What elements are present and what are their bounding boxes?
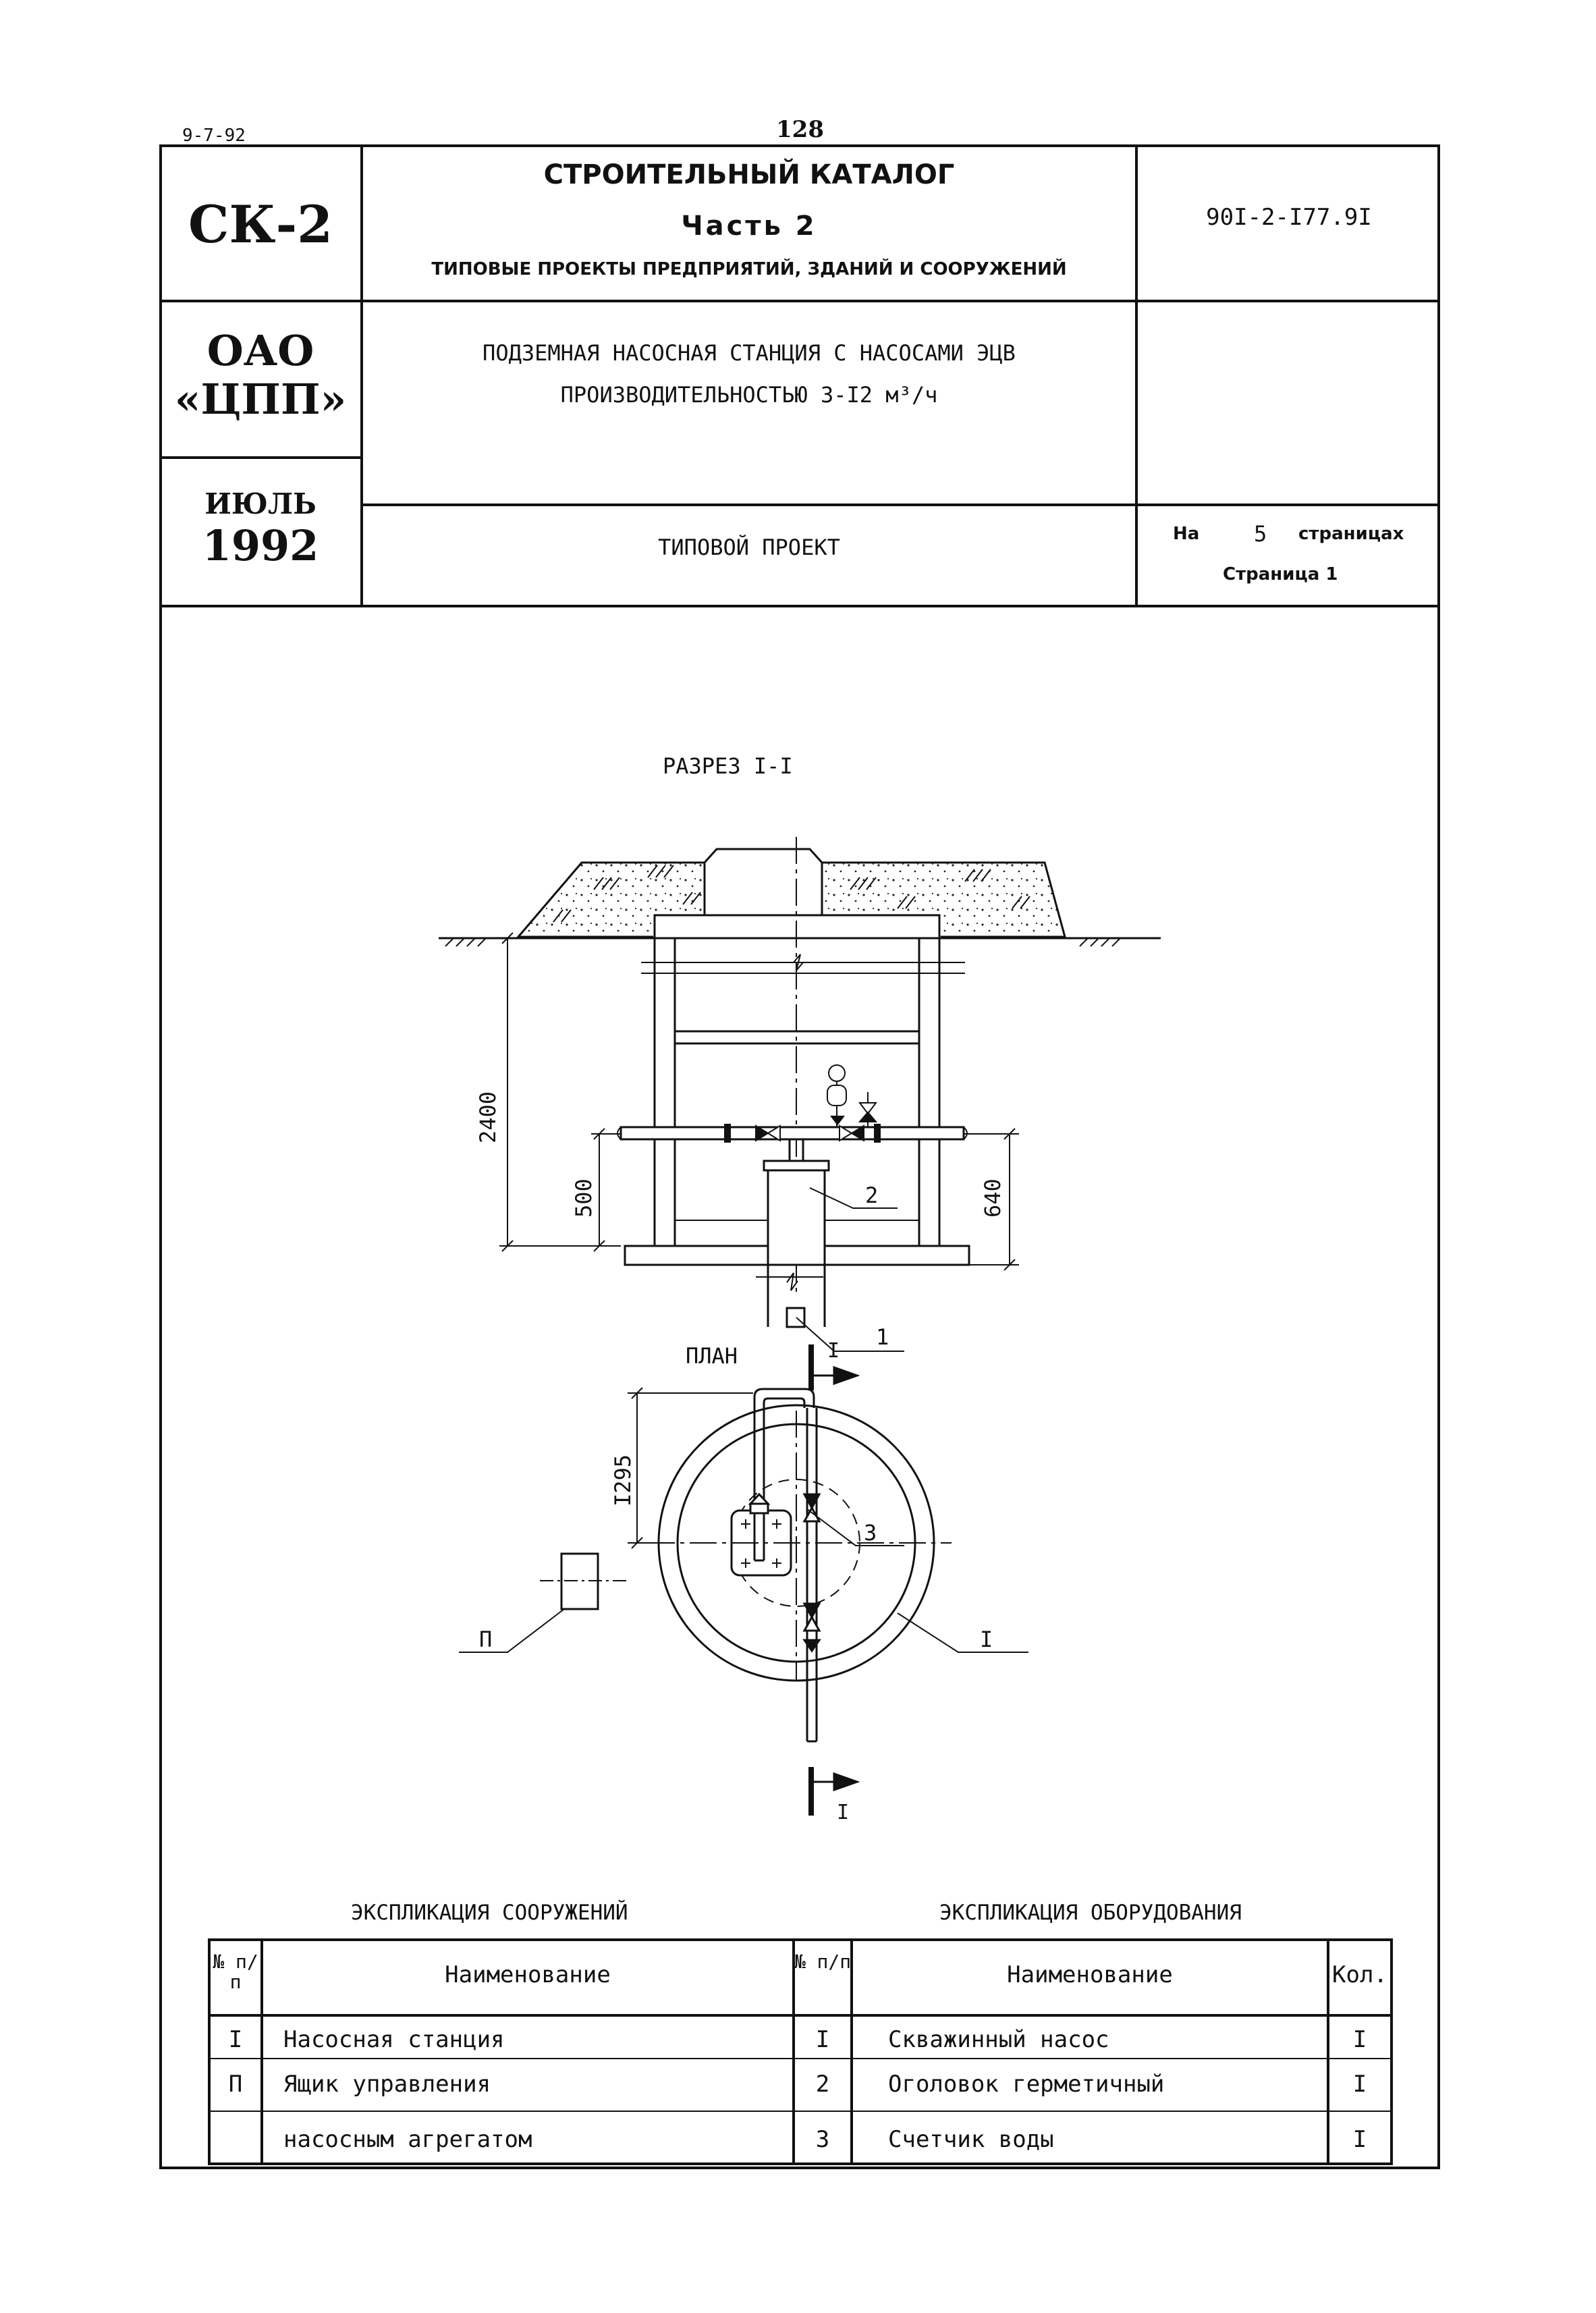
pipeline	[621, 1127, 964, 1139]
structures-row-3-name: насосным агрегатом	[283, 2126, 532, 2153]
callout-I: I	[980, 1627, 993, 1652]
structures-col-name: Наименование	[445, 1961, 611, 1988]
callout-3: 3	[864, 1520, 877, 1546]
callout-II: П	[479, 1627, 493, 1652]
org-name-line2: «ЦПП»	[174, 375, 347, 424]
dim-1295-label: I295	[610, 1454, 636, 1506]
equipment-row-3-name: Счетчик воды	[888, 2126, 1054, 2153]
dim-640-label: 640	[980, 1178, 1006, 1218]
access-hatch	[705, 849, 822, 915]
catalog-title: СТРОИТЕЛЬНЫЙ КАТАЛОГ	[543, 159, 955, 190]
plan-title: ПЛАН	[686, 1343, 738, 1369]
equipment-col-no: № п/п	[794, 1951, 852, 1973]
dim-2400-label: 2400	[475, 1091, 501, 1143]
catalog-subtitle: ТИПОВЫЕ ПРОЕКТЫ ПРЕДПРИЯТИЙ, ЗДАНИЙ И СООРУЖЕНИЙ	[431, 259, 1067, 279]
equipment-row-3-no: 3	[815, 2126, 830, 2153]
equipment-col-qty: Кол.	[1332, 1961, 1387, 1988]
equipment-row-1-qty: I	[1352, 2026, 1367, 2053]
issue-year: 1992	[202, 521, 319, 570]
pump	[787, 1308, 804, 1327]
section-mark-bottom-label: I	[837, 1801, 850, 1824]
leader-I	[898, 1613, 1028, 1652]
document-date: 9-7-92	[182, 126, 246, 146]
structures-row-2-no: П	[228, 2071, 243, 2098]
catalog-code: СК-2	[188, 194, 333, 254]
equipment-row-3-qty: I	[1352, 2126, 1367, 2153]
issue-month: ИЮЛЬ	[204, 487, 317, 520]
leader-II	[459, 1609, 564, 1652]
plan-view	[459, 1388, 1028, 1816]
page-label: Страница 1	[1223, 564, 1338, 584]
wellhead-flange	[764, 1161, 829, 1170]
pages-suffix: страницах	[1298, 524, 1404, 544]
well-casing	[768, 1170, 825, 1265]
section-title: РАЗРЕЗ I-I	[663, 753, 793, 779]
project-title-line2: ПРОИЗВОДИТЕЛЬНОСТЬЮ 3-I2 м³/ч	[560, 382, 938, 408]
project-title-line1: ПОДЗЕМНАЯ НАСОСНАЯ СТАНЦИЯ С НАСОСАМИ ЭЦВ	[483, 340, 1016, 366]
equipment-row-2-name: Оголовок герметичный	[888, 2071, 1165, 2098]
pages-prefix: На	[1173, 524, 1200, 544]
structures-row-1-no: I	[228, 2026, 243, 2053]
section-mark-bottom	[811, 1767, 857, 1816]
catalog-part: Часть 2	[681, 211, 817, 242]
structures-col-no: № п/п	[213, 1951, 258, 1993]
equipment-row-2-qty: I	[1352, 2071, 1367, 2098]
project-code: 90I-2-I77.9I	[1206, 204, 1372, 231]
ground-hatch	[445, 938, 1120, 946]
equipment-row-2-no: 2	[815, 2071, 830, 2098]
section-view	[439, 837, 1161, 1390]
structures-row-1-name: Насосная станция	[283, 2026, 505, 2053]
equipment-row-1-no: I	[815, 2026, 830, 2053]
page-number: 128	[776, 116, 824, 143]
structures-caption: ЭКСПЛИКАЦИЯ СООРУЖЕНИЙ	[351, 1901, 628, 1925]
section-mark-top-label: I	[827, 1339, 840, 1363]
pressure-gauges	[827, 1065, 876, 1127]
equipment-col-name: Наименование	[1007, 1961, 1173, 1988]
equipment-caption: ЭКСПЛИКАЦИЯ ОБОРУДОВАНИЯ	[939, 1901, 1242, 1925]
structures-row-2-name: Ящик управления	[283, 2071, 491, 2098]
doc-type: ТИПОВОЙ ПРОЕКТ	[658, 535, 840, 560]
callout-2: 2	[865, 1182, 879, 1208]
leader-3	[807, 1509, 904, 1546]
callout-1: 1	[876, 1324, 889, 1350]
equipment-row-1-name: Скважинный насос	[888, 2026, 1109, 2053]
dim-500-label: 500	[571, 1178, 597, 1218]
pages-count: 5	[1254, 521, 1267, 547]
org-name-line1: ОАО	[207, 326, 314, 375]
